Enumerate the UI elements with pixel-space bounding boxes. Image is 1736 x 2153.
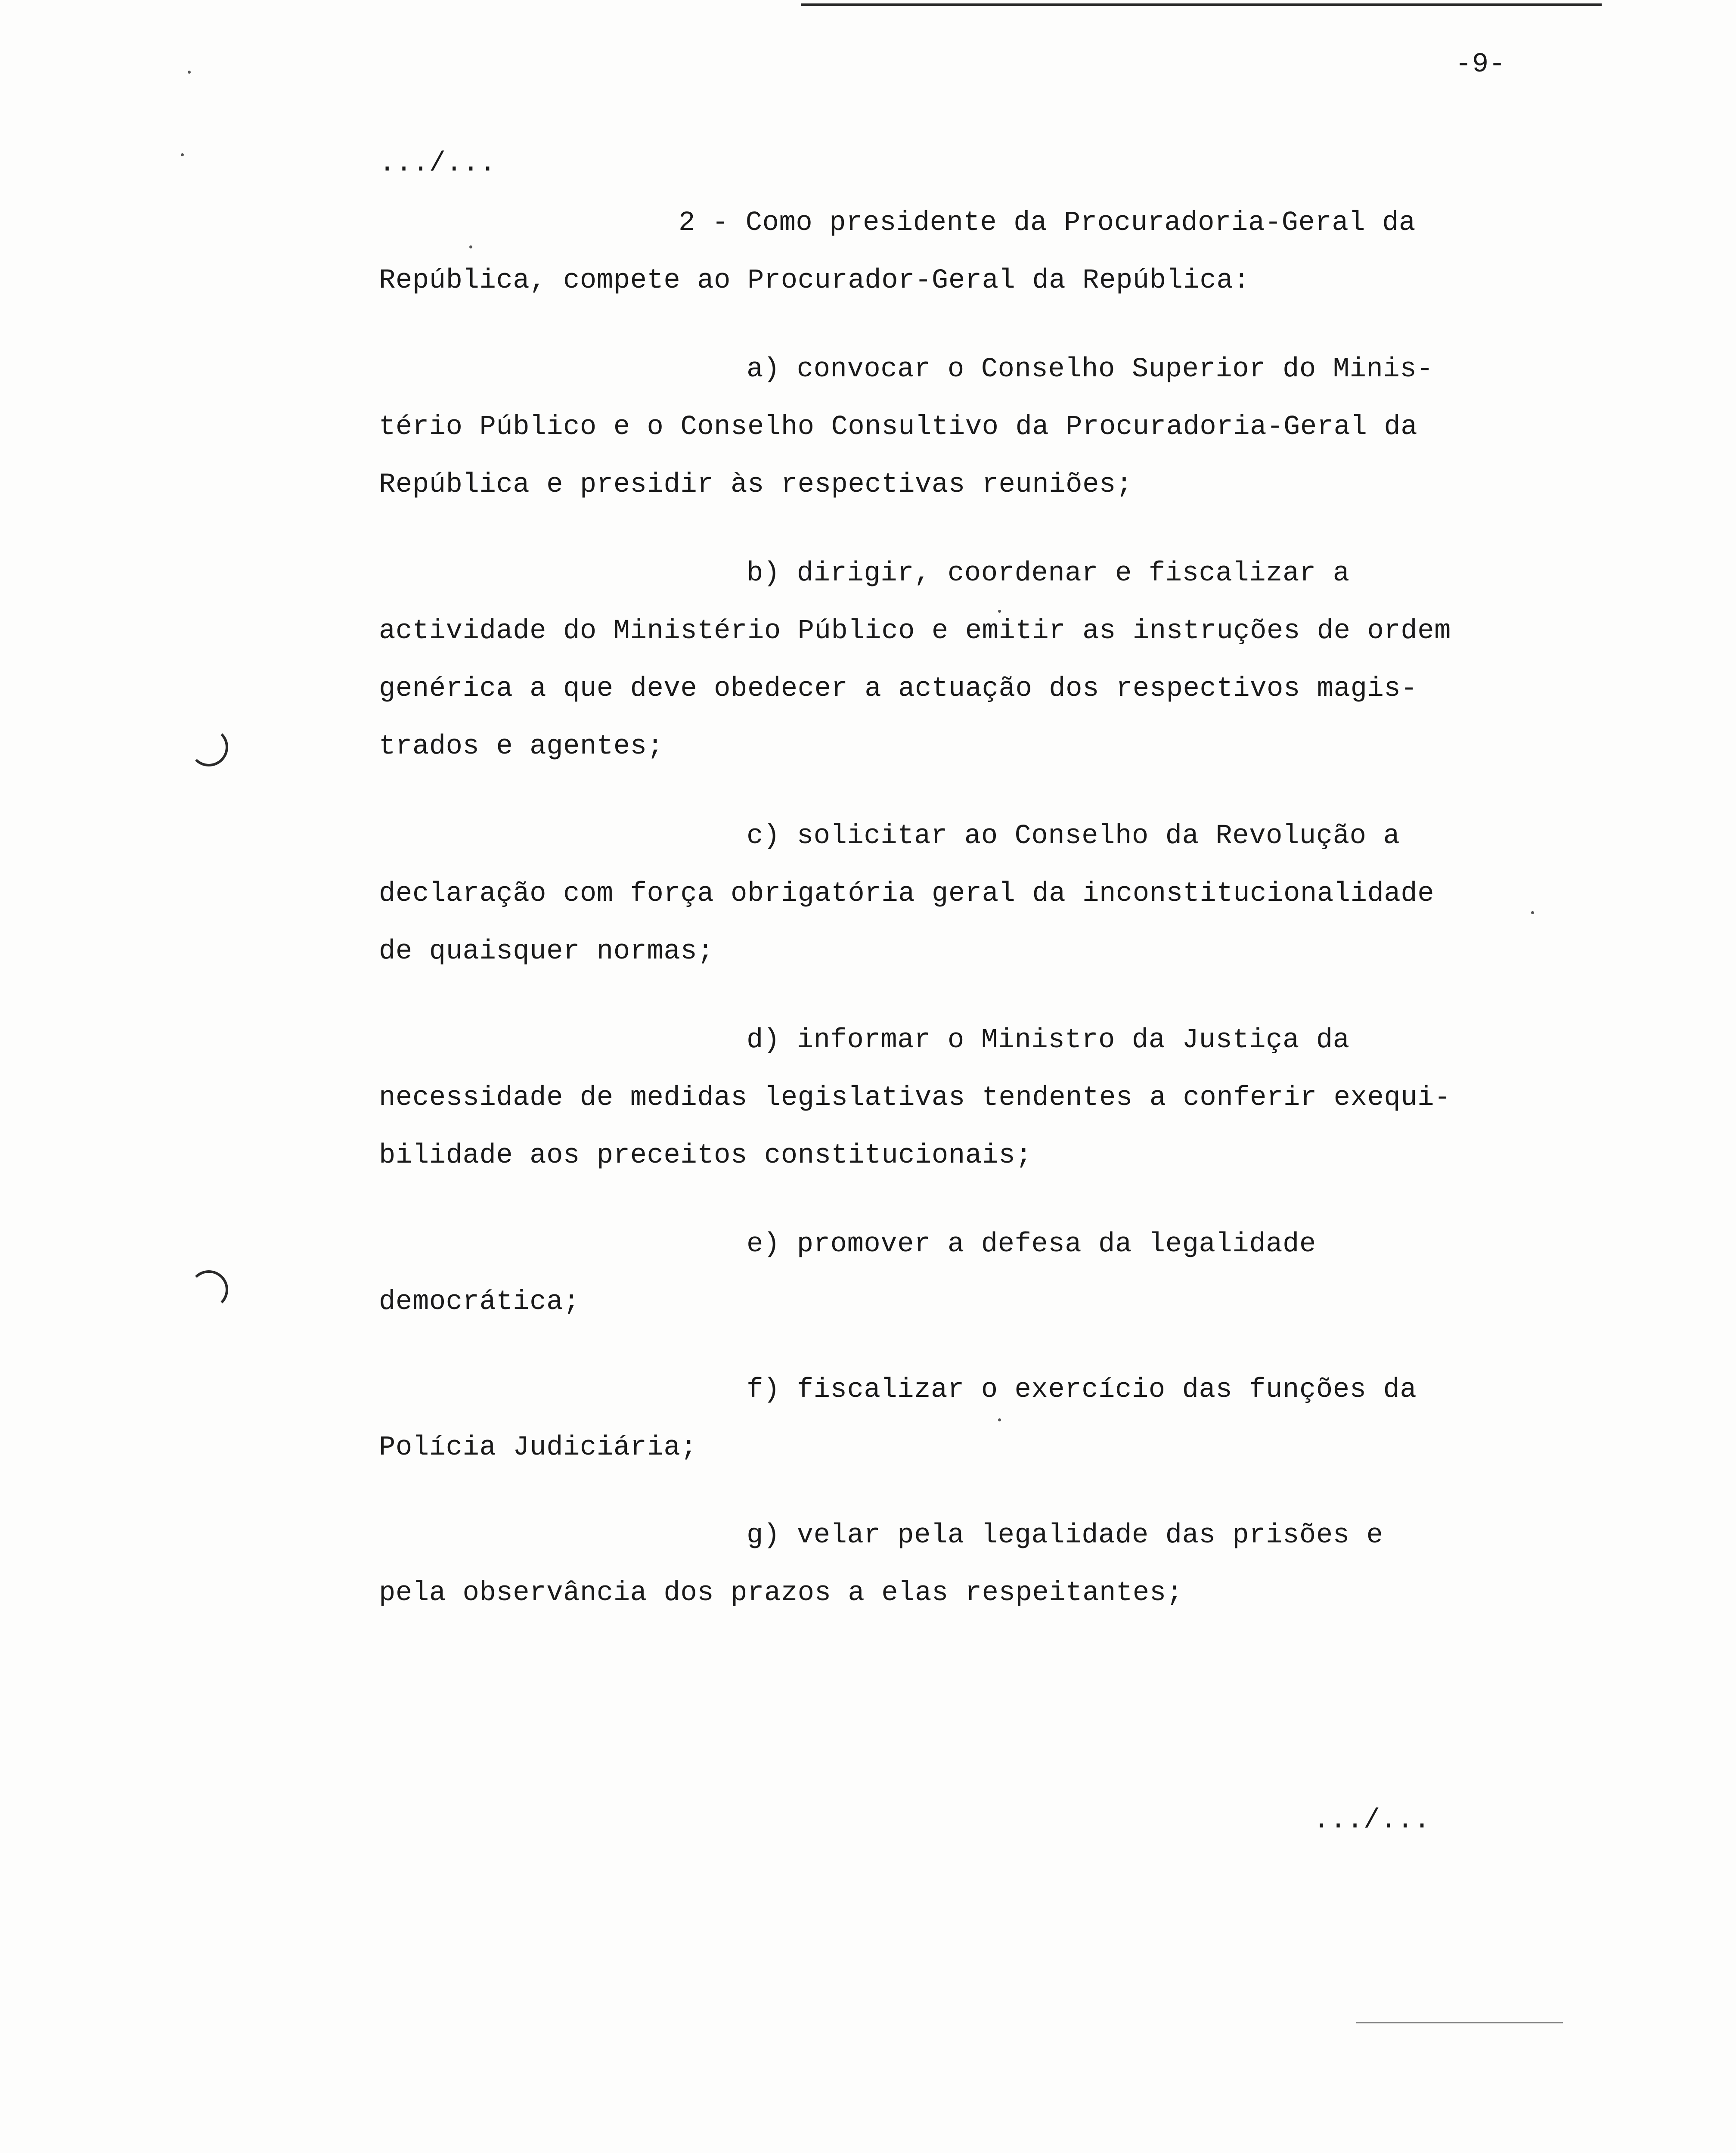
item-d-line-3: bilidade aos preceitos constitucionais; <box>379 1140 1032 1171</box>
punch-hole-mark <box>189 1270 228 1309</box>
item-b-line-3: genérica a que deve obedecer a actuação dos respectivos magis- <box>379 673 1418 704</box>
item-a-line-1: a) convocar o Conselho Superior do Minis- <box>747 354 1434 385</box>
item-g-line-1: g) velar pela legalidade das prisões e <box>747 1520 1383 1551</box>
item-d-line-2: necessidade de medidas legislativas tendentes a conferir exequi- <box>379 1083 1451 1114</box>
paragraph-2-line-2: República, compete ao Procurador-Geral da República: <box>379 265 1250 296</box>
item-c-line-3: de quaisquer normas; <box>379 936 714 967</box>
scan-speck <box>998 1418 1001 1421</box>
continuation-marker-bottom: .../... <box>1313 1805 1431 1836</box>
item-b-line-4: trados e agentes; <box>379 731 664 762</box>
item-b-line-1: b) dirigir, coordenar e fiscalizar a <box>747 558 1350 589</box>
scan-speck <box>998 610 1001 613</box>
item-e-line-1: e) promover a defesa da legalidade <box>747 1229 1316 1260</box>
item-f-line-1: f) fiscalizar o exercício das funções da <box>747 1374 1417 1405</box>
item-c-line-2: declaração com força obrigatória geral da inconstitucionalidade <box>379 878 1435 909</box>
scan-speck <box>469 245 472 248</box>
item-a-line-2: tério Público e o Conselho Consultivo da Procuradoria-Geral da <box>379 412 1418 443</box>
item-c-line-1: c) solicitar ao Conselho da Revolução a <box>747 821 1400 852</box>
scan-speck <box>181 153 184 156</box>
item-e-line-2: democrática; <box>379 1287 580 1318</box>
punch-hole-mark <box>189 728 228 766</box>
scan-speck <box>1531 911 1534 914</box>
top-edge-rule <box>801 3 1602 6</box>
item-b-line-2: actividade do Ministério Público e emitir as instruções de ordem <box>379 616 1451 647</box>
page-number: -9- <box>1455 49 1506 80</box>
bottom-edge-rule <box>1356 2022 1563 2023</box>
paragraph-2-line-1: 2 - Como presidente da Procuradoria-Geral da <box>679 208 1416 239</box>
scan-speck <box>188 71 191 74</box>
continuation-marker-top: .../... <box>379 148 496 179</box>
item-g-line-2: pela observância dos prazos a elas respeitantes; <box>379 1578 1183 1609</box>
item-a-line-3: República e presidir às respectivas reuniões; <box>379 469 1133 500</box>
item-d-line-1: d) informar o Ministro da Justiça da <box>747 1025 1350 1056</box>
item-f-line-2: Polícia Judiciária; <box>379 1432 698 1463</box>
